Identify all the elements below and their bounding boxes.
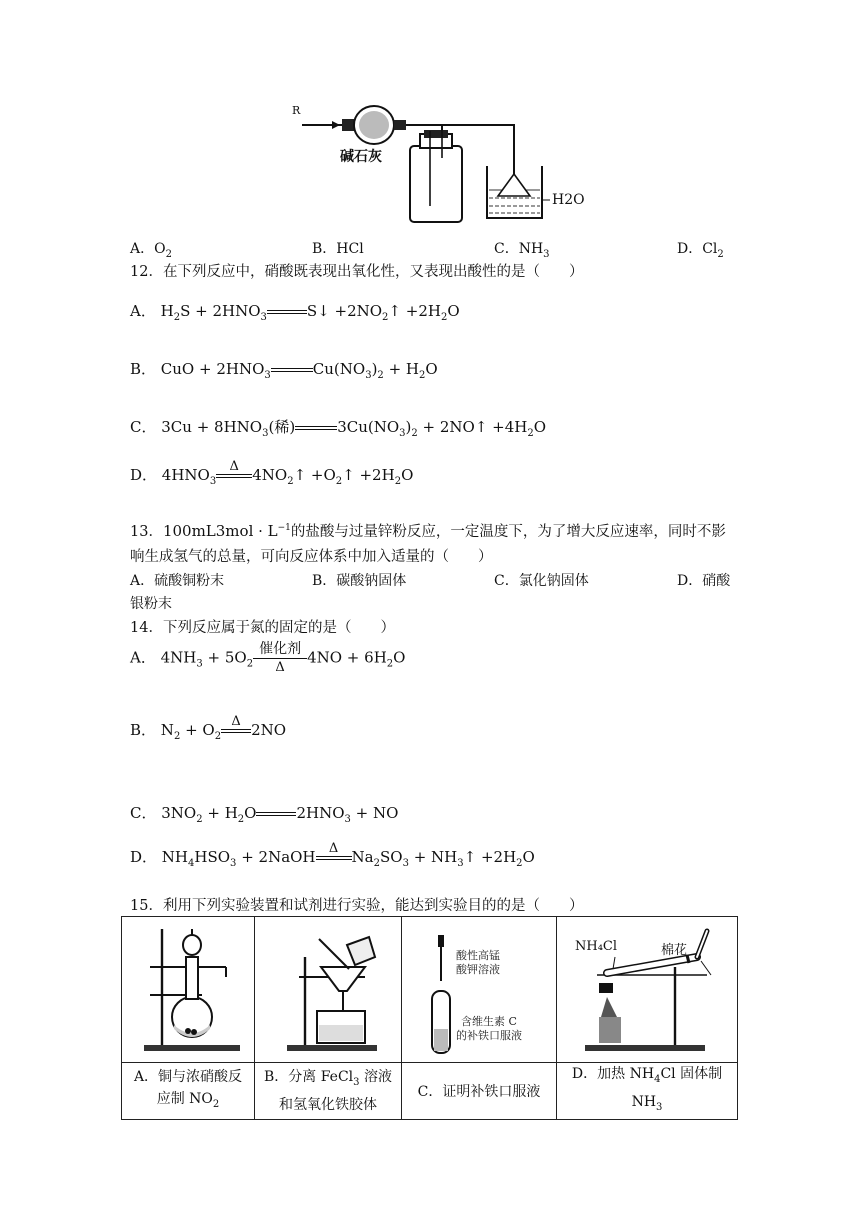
q15-caption-b: B．分离 FeCl$_3$ 溶液 和氢氧化铁胶体 bbox=[255, 1063, 402, 1120]
q13-stem-line2: 响生成氢气的总量，可向反应体系中加入适量的（ ） bbox=[130, 549, 493, 565]
desiccant-label: 碱石灰 bbox=[340, 149, 382, 165]
q14-option-c: C． $3NO_2 + H_2O$ $2HNO_3$ + NO bbox=[130, 804, 399, 825]
q13-option-b: B．碳酸钠固体 bbox=[312, 573, 407, 589]
q11-option-c: C．$NH_3$ bbox=[494, 241, 550, 260]
water-label: H2O bbox=[552, 192, 585, 208]
c-sample-label: 含维生素 C 的补铁口服液 bbox=[456, 1015, 522, 1042]
q12-option-c: C． $3Cu + 8HNO_3$(稀) $3Cu(NO_3)_2$ + 2NO↑ $+4H_2O$ bbox=[130, 418, 547, 439]
q12-option-b: B． CuO + $2HNO_3$ $Cu(NO_3)_2 + H_2O$ bbox=[130, 360, 438, 381]
q14-option-a: A． $4NH_3 + 5O_2$ 催化剂 Δ $4NO + 6H_2O$ bbox=[130, 641, 406, 675]
q13-option-a: A．硫酸铜粉末 bbox=[130, 573, 225, 589]
q15-figure-c bbox=[402, 917, 557, 1063]
q15-figure-d bbox=[557, 917, 738, 1063]
q12-stem: 12．在下列反应中，硝酸既表现出氧化性，又表现出酸性的是（ ） bbox=[130, 264, 584, 280]
q11-option-b: B．HCl bbox=[312, 241, 364, 257]
q12-option-a: A． $H_2S + 2HNO_3$ S↓ $+2NO_2↑ +2H_2O$ bbox=[130, 302, 460, 323]
d-reagent-label: NH₄Cl bbox=[575, 939, 618, 954]
q15-caption-d: D．加热 $NH_4Cl$ 固体制 $NH_3$ bbox=[557, 1063, 738, 1120]
q15-caption-c: C．证明补铁口服液 bbox=[402, 1063, 557, 1120]
q15-apparatus-table bbox=[121, 916, 738, 1120]
q15-figure-a bbox=[122, 917, 255, 1063]
q13-stem-line1: 13．$100mL3mol \cdot L^{-1}$的盐酸与过量锌粉反应，一定温度下，为了增大反应速率，同时不影 bbox=[130, 522, 726, 540]
gas-inlet-label: R bbox=[292, 104, 301, 117]
q11-option-d: D．$Cl_2$ bbox=[677, 241, 724, 260]
q12-option-d: D． $4HNO_3$ Δ $4NO_2↑$ $+O_2↑ +2H_2O$ bbox=[130, 459, 414, 487]
q14-stem: 14．下列反应属于氮的固定的是（ ） bbox=[130, 620, 395, 636]
q15-figure-b bbox=[255, 917, 402, 1063]
q14-option-b: B． $N_2 + O_2$ Δ 2NO bbox=[130, 714, 287, 742]
q11-apparatus-figure bbox=[282, 98, 582, 228]
d-cotton-label: 棉花 bbox=[661, 943, 688, 958]
q13-option-d-cont: 银粉末 bbox=[130, 596, 172, 612]
q14-option-d: D． $NH_4HSO_3$ + 2NaOH Δ $Na_2SO_3$ + $NH_3↑ +2H_2O$ bbox=[130, 841, 535, 869]
c-reagent-label: 酸性高锰 酸钾溶液 bbox=[456, 949, 500, 976]
q11-option-a: A．$O_2$ bbox=[130, 241, 172, 260]
q15-stem: 15．利用下列实验装置和试剂进行实验，能达到实验目的的是（ ） bbox=[130, 898, 584, 914]
q13-option-c: C．氯化钠固体 bbox=[494, 573, 589, 589]
q13-option-d: D．硝酸 bbox=[677, 573, 731, 589]
q15-caption-a: A．铜与浓硝酸反 应制 $NO_2$ bbox=[122, 1063, 255, 1120]
